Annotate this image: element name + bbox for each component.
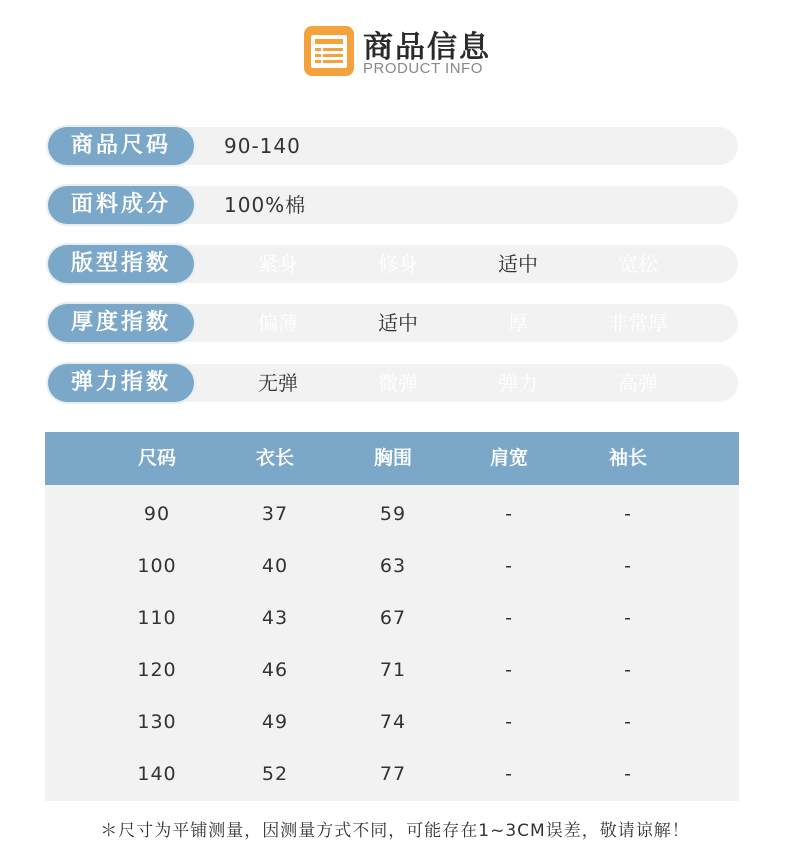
table-cell: - (505, 711, 513, 733)
info-row-elasticity (48, 364, 738, 402)
table-cell: 74 (379, 711, 407, 733)
info-row-size (48, 127, 738, 165)
table-cell: 43 (261, 607, 289, 629)
table-cell: 77 (379, 763, 407, 785)
page-subtitle: PRODUCT INFO (363, 60, 483, 77)
info-row-fit (48, 245, 738, 283)
option-stretch: 弹力 (498, 371, 538, 395)
table-cell: - (505, 659, 513, 681)
option-slim: 修身 (378, 252, 418, 276)
info-label: 面料成分 (48, 186, 194, 224)
table-cell: 46 (261, 659, 289, 681)
option-high-stretch: 高弹 (618, 371, 658, 395)
table-row (45, 592, 739, 644)
column-header-sleeve: 袖长 (608, 447, 647, 469)
table-cell: - (624, 711, 632, 733)
document-list-icon (304, 26, 354, 76)
measurement-footnote: ＊尺寸为平铺测量，因测量方式不同，可能存在1~3CM误差，敬请谅解！ (100, 821, 690, 841)
option-medium-selected: 适中 (378, 311, 418, 335)
info-label: 弹力指数 (48, 364, 194, 402)
table-cell: 63 (379, 555, 407, 577)
option-slight-stretch: 微弹 (378, 371, 418, 395)
table-cell: - (624, 555, 632, 577)
info-row-fabric (48, 186, 738, 224)
column-header-size: 尺码 (137, 447, 176, 469)
table-cell: 52 (261, 763, 289, 785)
table-cell: - (624, 763, 632, 785)
page-header (0, 0, 790, 100)
table-cell: 49 (261, 711, 289, 733)
table-row (45, 488, 739, 540)
table-cell: - (505, 607, 513, 629)
option-very-thick: 非常厚 (608, 311, 668, 335)
table-cell: 120 (137, 659, 177, 681)
table-cell: - (505, 503, 513, 525)
table-row (45, 748, 739, 800)
size-table (45, 432, 739, 801)
column-header-chest: 胸围 (373, 447, 412, 469)
info-value: 100%棉 (224, 193, 307, 217)
table-cell: 71 (379, 659, 407, 681)
option-thick: 厚 (508, 311, 528, 335)
page-title: 商品信息 (363, 30, 491, 65)
option-no-stretch-selected: 无弹 (258, 371, 298, 395)
table-cell: 140 (137, 763, 177, 785)
column-header-shoulder: 肩宽 (489, 447, 528, 469)
table-cell: 100 (137, 555, 177, 577)
option-loose: 宽松 (618, 252, 658, 276)
table-row (45, 540, 739, 592)
table-cell: - (505, 555, 513, 577)
info-row-thickness (48, 304, 738, 342)
info-label: 厚度指数 (48, 304, 194, 342)
option-thin: 偏薄 (258, 311, 298, 335)
info-label: 商品尺码 (48, 127, 194, 165)
option-tight: 紧身 (258, 252, 298, 276)
table-cell: - (624, 607, 632, 629)
table-cell: 110 (137, 607, 177, 629)
table-cell: - (624, 503, 632, 525)
table-header (45, 432, 739, 485)
table-cell: - (624, 659, 632, 681)
table-cell: 59 (379, 503, 407, 525)
column-header-length: 衣长 (255, 447, 294, 469)
table-cell: - (505, 763, 513, 785)
table-cell: 130 (137, 711, 177, 733)
table-cell: 90 (143, 503, 171, 525)
option-regular-selected: 适中 (498, 252, 538, 276)
table-row (45, 696, 739, 748)
table-cell: 37 (261, 503, 289, 525)
info-value: 90-140 (224, 134, 301, 158)
table-cell: 40 (261, 555, 289, 577)
info-label: 版型指数 (48, 245, 194, 283)
table-cell: 67 (379, 607, 407, 629)
table-row (45, 644, 739, 696)
